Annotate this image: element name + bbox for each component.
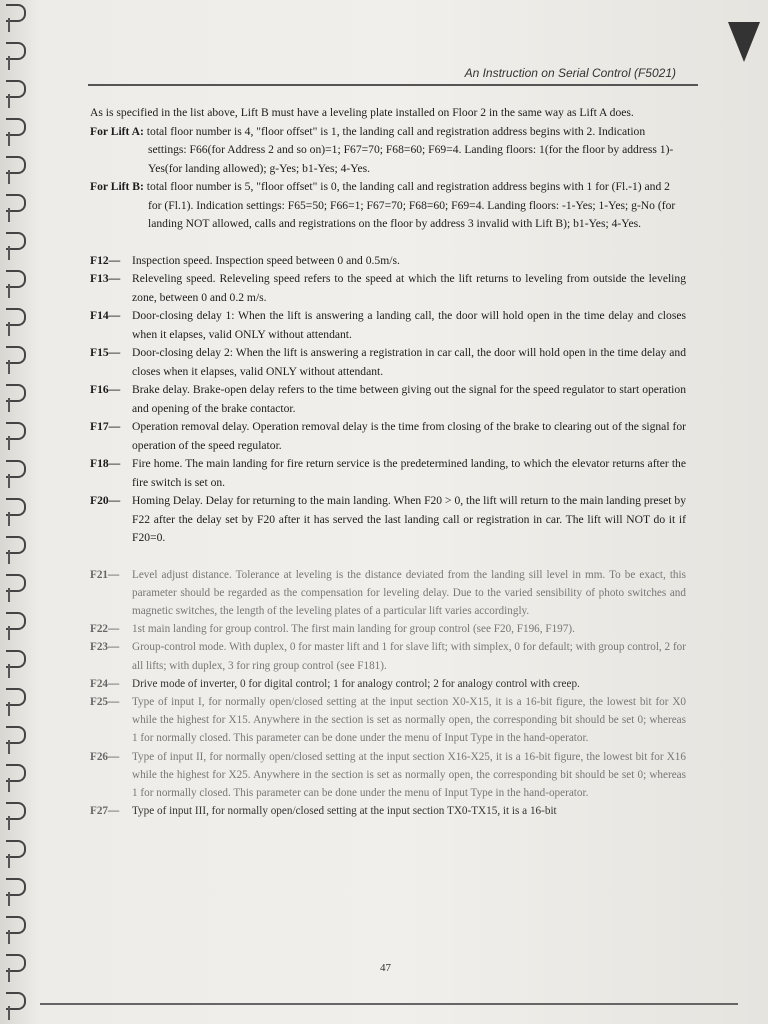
header-title: An Instruction on Serial Control (F5021): [464, 66, 676, 80]
lift-b-line2: 1 for (Fl.-1) and 2 for (Fl.1). Indication settings: F65=50; F66=1; F67=70; F68=60; F69=4. Landing floors: -1-Yes; 1-Yes; g-No (for landing NOT allowed, calls and registrations on the floor by address 3 invalid with Lift B); b1-Yes; 4-Yes.: [148, 180, 676, 230]
lift-b-label: For Lift B:: [90, 180, 144, 193]
parameter-entry: [90, 675, 686, 693]
faded-parameter-list: [90, 566, 686, 821]
binder-ring: [6, 574, 26, 592]
parameter-entry: [90, 381, 686, 418]
parameter-code: F13—: [90, 272, 121, 285]
bottom-edge-line: [40, 1003, 738, 1005]
binder-ring: [6, 118, 26, 136]
parameter-text: 1st main landing for group control. The first main landing for group control (see F20, F196, F197).: [132, 623, 575, 636]
lift-a-label: For Lift A:: [90, 124, 144, 138]
body-text: [90, 104, 686, 820]
lift-a-paragraph: [90, 123, 686, 179]
binder-ring: [6, 346, 26, 364]
parameter-code: F21—: [90, 568, 120, 581]
binder-ring: [6, 80, 26, 98]
parameter-code: F16—: [90, 383, 121, 396]
parameter-code: F22—: [90, 623, 120, 636]
parameter-entry: [90, 693, 686, 748]
binder-ring: [6, 156, 26, 174]
parameter-text: Level adjust distance. Tolerance at leveling is the distance deviated from the landing sill level in mm. To be exact, this parameter should be regarded as the compensation for leveling delay. Due to the varied sensibility of photo switches and magnetic switches, the length of the leveling plates of a particular lift varies accordingly.: [132, 568, 686, 617]
parameter-code: F24—: [90, 677, 120, 690]
binder-rings: [6, 0, 30, 1024]
binder-ring: [6, 764, 26, 782]
parameter-entry: [90, 418, 686, 455]
parameter-code: F12—: [90, 253, 121, 267]
binder-ring: [6, 992, 26, 1010]
parameter-code: F25—: [90, 695, 120, 708]
parameter-code: F17—: [90, 420, 121, 433]
parameter-entry: [90, 252, 686, 271]
parameter-code: F27—: [90, 805, 120, 818]
parameter-entry: [90, 270, 686, 307]
parameter-code: F18—: [90, 457, 121, 470]
binder-ring: [6, 42, 26, 60]
page-number: 47: [380, 962, 391, 974]
binder-ring: [6, 536, 26, 554]
parameter-code: F26—: [90, 750, 120, 763]
corner-mark: [728, 22, 760, 62]
parameter-entry: [90, 638, 686, 674]
parameter-code: F23—: [90, 641, 120, 654]
header-rule: [88, 84, 698, 86]
parameter-text: Brake delay. Brake-open delay refers to the time between giving out the signal for the speed regulator to start operation and opening of the brake contactor.: [132, 383, 686, 415]
binder-ring: [6, 650, 26, 668]
lift-b-line1: total floor number is 5, "floor offset" is 0, the landing call and registration address begins with: [146, 180, 584, 193]
parameter-text: Door-closing delay 2: When the lift is answering a registration in car call, the door will hold open in the time delay and closes when it elapses, valid ONLY without attendant.: [132, 346, 686, 378]
parameter-text: Inspection speed. Inspection speed between 0 and 0.5m/s.: [132, 253, 400, 267]
binder-ring: [6, 232, 26, 250]
binder-ring: [6, 802, 26, 820]
parameter-text: Homing Delay. Delay for returning to the main landing. When F20 > 0, the lift will return to the main landing preset by F22 after the delay set by F20 after it has served the last landing call or registration in car. The lift will NOT do it if F20=0.: [132, 494, 686, 544]
parameter-entry: [90, 748, 686, 803]
binder-ring: [6, 916, 26, 934]
intro-paragraph: As is specified in the list above, Lift B must have a leveling plate installed on Floor 2 in the same way as Lift A does.: [90, 106, 634, 119]
binder-ring: [6, 612, 26, 630]
parameter-entry: [90, 620, 686, 638]
lift-a-line1: total floor number is 4, "floor offset" is 1, the landing call and registration address begins with: [146, 124, 584, 138]
parameter-entry: [90, 492, 686, 548]
parameter-text: Releveling speed. Releveling speed refers to the speed at which the lift returns to leveling from outside the leveling zone, between 0 and 0.2 m/s.: [132, 272, 686, 304]
binder-ring: [6, 688, 26, 706]
parameter-text: Drive mode of inverter, 0 for digital control; 1 for analogy control; 2 for analogy control with creep.: [132, 677, 580, 690]
parameter-text: Fire home. The main landing for fire return service is the predetermined landing, to which the elevator returns after the fire switch is set on.: [132, 457, 686, 489]
binder-ring: [6, 4, 26, 22]
binder-ring: [6, 308, 26, 326]
parameter-text: Type of input III, for normally open/closed setting at the input section TX0-TX15, it is a 16-bit: [132, 805, 557, 818]
lift-a-line2: 2. Indication settings: F66(for Address 2 and so on)=1; F67=70; F68=60; F69=4. Landing floors: 1(for the floor by address 1)-Yes(for landing allowed); g-Yes; b1-Yes; 4-Yes.: [148, 124, 674, 175]
binder-ring: [6, 384, 26, 402]
binder-ring: [6, 840, 26, 858]
parameter-text: Group-control mode. With duplex, 0 for master lift and 1 for slave lift; with simplex, 0 for default; with group control, 2 for all lifts; with duplex, 3 for ring group control (see F181).: [132, 641, 686, 672]
parameter-list: [90, 252, 686, 548]
binder-ring: [6, 194, 26, 212]
parameter-text: Type of input II, for normally open/closed setting at the input section X16-X25, it is a 16-bit figure, the lowest bit for X16 while the highest for X25. Anywhere in the section is set as normally open, the corresponding bit should be set 0; whereas 1 for normally closed. This parameter can be done under the menu of Input Type in the hand-operator.: [132, 750, 686, 799]
parameter-code: F14—: [90, 309, 121, 322]
parameter-entry: [90, 802, 686, 820]
binder-ring: [6, 498, 26, 516]
parameter-text: Type of input I, for normally open/closed setting at the input section X0-X15, it is a 16-bit figure, the lowest bit for X0 while the highest for X15. Anywhere in the section is set as normally open, the corresponding bit should be set 0; whereas 1 for normally closed. This parameter can be done under the menu of Input Type in the hand-operator.: [132, 695, 686, 745]
binder-ring: [6, 726, 26, 744]
binder-ring: [6, 954, 26, 972]
binder-ring: [6, 460, 26, 478]
parameter-text: Door-closing delay 1: When the lift is answering a landing call, the door will hold open in the time delay and closes when it elapses, valid ONLY without attendant.: [132, 309, 686, 341]
parameter-code: F15—: [90, 346, 121, 359]
binder-ring: [6, 270, 26, 288]
parameter-entry: [90, 344, 686, 381]
parameter-entry: [90, 307, 686, 344]
parameter-text: Operation removal delay. Operation removal delay is the time from closing of the brake to clearing out of the signal for operation of the speed regulator.: [132, 420, 686, 452]
lift-b-paragraph: [90, 178, 686, 234]
parameter-code: F20—: [90, 494, 121, 507]
parameter-entry: [90, 455, 686, 492]
parameter-entry: [90, 566, 686, 621]
binder-ring: [6, 878, 26, 896]
binder-ring: [6, 422, 26, 440]
